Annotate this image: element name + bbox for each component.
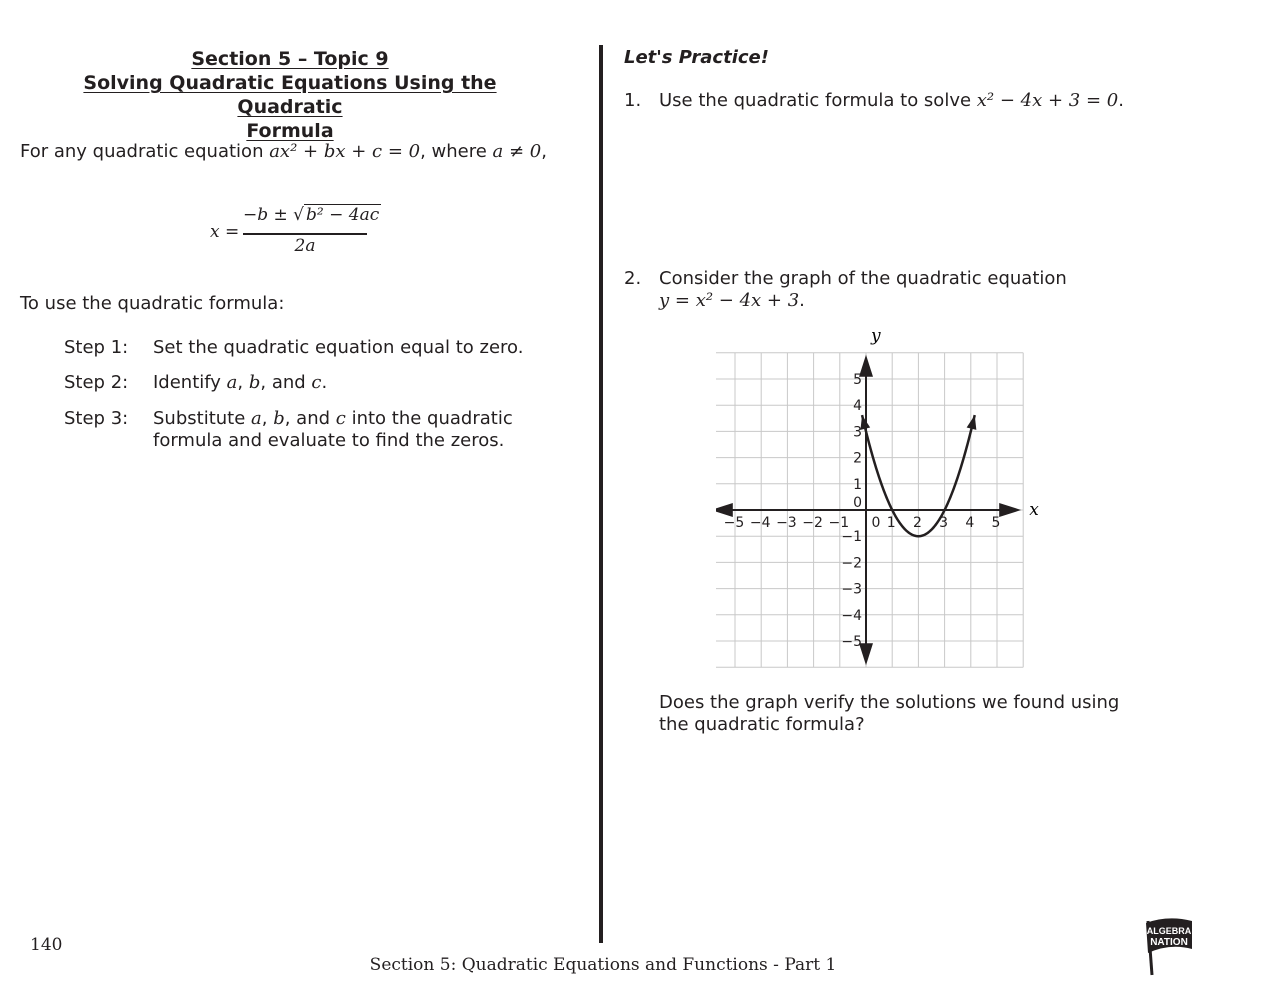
var-c: c [335,408,346,429]
general-quadratic-equation: ax² + bx + c = 0 [269,141,421,162]
title-line-2: Solving Quadratic Equations Using the Quadratic [83,72,497,118]
question-2-number: 2. [624,268,642,289]
practice-heading: Let's Practice! [624,47,769,68]
step-1-text: Set the quadratic equation equal to zero. [153,337,524,358]
question-2-equation: y = x² − 4x + 3 [659,290,800,311]
question-1-text [659,90,1129,112]
question-1-prompt: Use the quadratic formula to solve [659,90,977,111]
intro-suffix: , [541,141,547,162]
radicand: b² − 4ac [306,205,380,225]
x-tick-label: 4 [965,515,975,531]
var-b: b [248,372,261,393]
step-1-label: Step 1: [64,337,129,358]
intro-prefix: For any quadratic equation [20,141,270,162]
x-axis-label: x [1029,500,1039,520]
sep: , and [284,408,336,429]
y-tick-label: 5 [853,372,862,388]
y-tick-label: 1 [853,476,862,493]
step-2-end: . [321,372,328,393]
column-divider [599,45,603,943]
question-2-follow-up: Does the graph verify the solutions we found using the quadratic formula? [659,692,1120,735]
var-a: a [226,372,238,393]
instructions-heading: To use the quadratic formula: [20,293,285,314]
y-tick-label: −4 [841,607,862,624]
step-3-lead: Substitute [153,408,252,429]
sep: , [237,372,249,393]
x-tick-label: −3 [776,515,797,531]
step-3-rest: into the quadratic formula and evaluate to find the zeros. [153,408,513,451]
sep: , [261,408,274,429]
x-tick-label: 1 [886,515,896,531]
question-1-number: 1. [624,90,642,111]
x-tick-label: 0 [871,515,881,531]
footer-title: Section 5: Quadratic Equations and Functions - Part 1 [369,955,837,975]
question-2-text [659,268,1129,312]
nonzero-condition: a ≠ 0 [492,141,542,162]
question-1-end: . [1118,90,1124,111]
x-tick-label: −4 [749,515,771,531]
x-tick-label: −2 [802,515,823,531]
x-axis-right-arrow [999,503,1021,517]
step-2-label: Step 2: [64,372,129,393]
x-tick-label: 5 [991,515,1001,531]
y-tick-label: 0 [853,495,862,511]
x-tick-label: −5 [723,515,745,531]
title-line-1: Section 5 – Topic 9 [191,48,389,70]
x-tick-label: 3 [939,515,949,531]
formula-numerator [243,205,380,225]
y-tick-label: −5 [841,634,862,650]
intro-sentence [20,141,547,163]
title-line-3: Formula [246,120,334,142]
y-tick-label: −2 [841,555,862,572]
logo-line-2: NATION [1150,937,1188,948]
question-2-end: . [799,290,805,311]
y-axis-label: y [871,326,881,346]
question-2-prompt: Consider the graph of the quadratic equation [659,268,1067,289]
y-tick-label: 2 [853,450,862,467]
parabola-graph [716,325,1061,675]
graph-axes [716,355,1021,665]
algebra-nation-logo [1140,915,1196,977]
logo-line-1: ALGEBRA [1146,926,1192,936]
section-title [40,47,540,143]
y-tick-label: 4 [853,398,862,415]
step-3-label: Step 3: [64,408,129,429]
var-b: b [273,408,285,429]
step-3-text [153,408,533,452]
step-2-lead: Identify [153,372,227,393]
var-a: a [251,408,262,429]
y-tick-label: −3 [841,581,862,598]
page-number: 140 [30,935,63,955]
y-tick-label: −1 [841,529,862,546]
y-tick-label: 3 [853,424,862,441]
sep: , and [260,372,312,393]
numerator-prefix: −b ± √ [243,205,305,225]
formula-lhs: x = [210,222,240,242]
formula-denominator: 2a [294,236,316,256]
x-tick-label: −1 [828,515,850,531]
x-tick-label: 2 [912,515,922,531]
intro-middle: , where [420,141,493,162]
question-1-equation: x² − 4x + 3 = 0 [976,90,1119,111]
step-2-text [153,372,533,394]
var-c: c [311,372,322,393]
fraction-bar [243,233,367,235]
